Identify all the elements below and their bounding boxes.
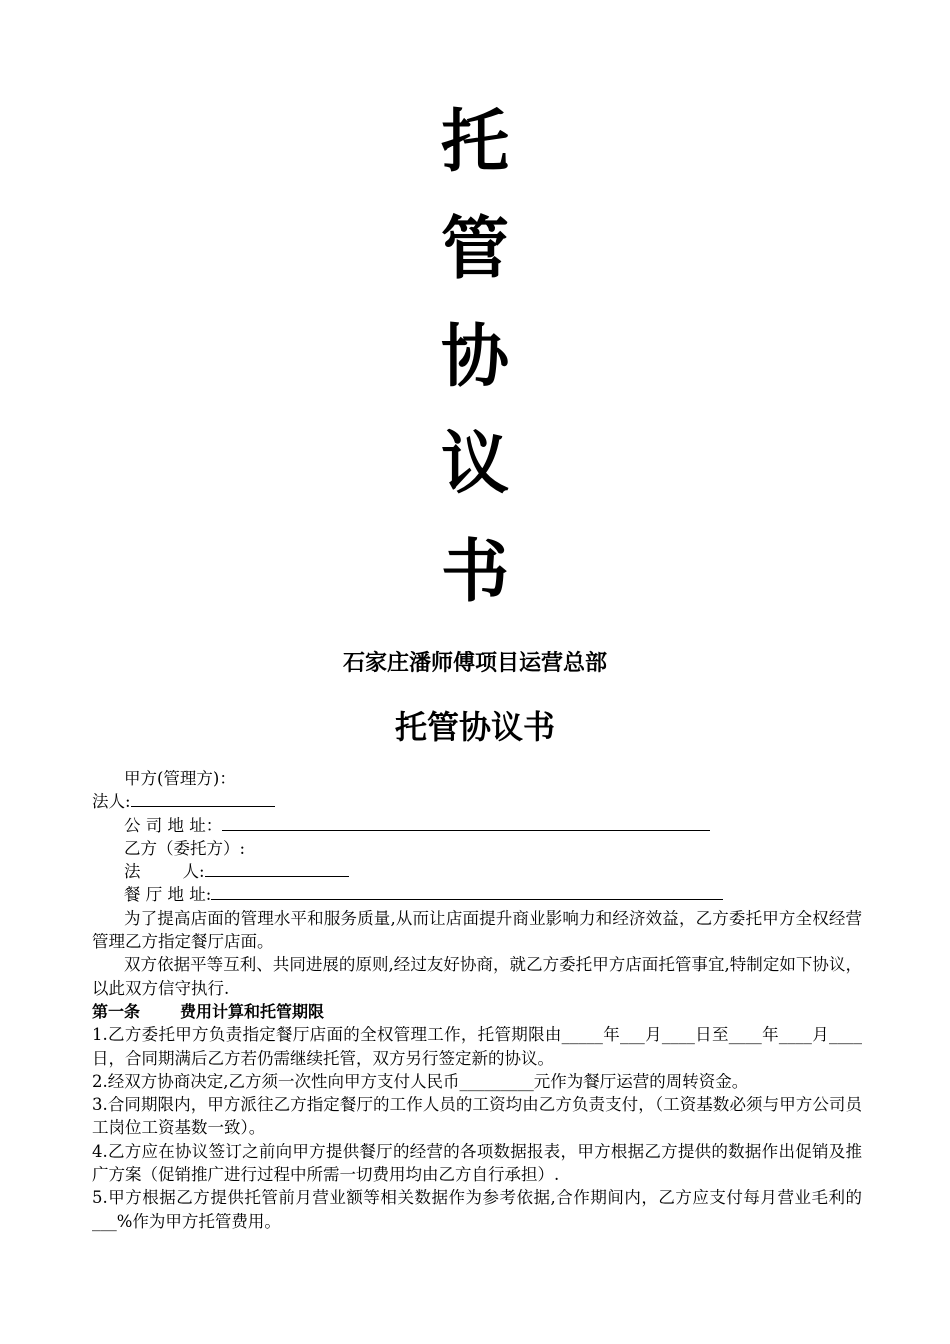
article-1-title: 费用计算和托管期限 [180, 1001, 325, 1021]
legal-person-b-label: 法 人: [124, 862, 205, 882]
company-address-line [92, 814, 862, 837]
legal-person-b-blank[interactable] [205, 860, 349, 877]
legal-person-a-line [92, 790, 862, 813]
article-1-number: 第一条 [92, 1001, 141, 1021]
title-char-5: 书 [440, 533, 509, 612]
legal-person-a-blank[interactable] [131, 790, 275, 807]
intro-paragraph-2: 双方依据平等互利、共同进展的原则,经过友好协商，就乙方委托甲方店面托管事宜,特制定如下协议，以此双方信守执行. [92, 955, 862, 998]
restaurant-address-label: 餐 厅 地 址: [124, 885, 212, 905]
restaurant-address-line [92, 883, 862, 906]
document-body [92, 767, 862, 1233]
article-1-item-4: 4.乙方应在协议签订之前向甲方提供餐厅的经营的各项数据报表，甲方根据乙方提供的数据作出促销及推广方案（促销推广进行过程中所需一切费用均由乙方自行承担）. [92, 1141, 862, 1185]
party-a-line [92, 767, 862, 790]
title-char-2: 管 [440, 210, 509, 289]
party-a-label: 甲方(管理方)： [124, 769, 236, 788]
restaurant-address-blank[interactable] [211, 883, 723, 900]
article-1-item-3: 3.合同期限内，甲方派往乙方指定餐厅的工作人员的工资均由乙方负责支付，（工资基数必须与甲方公司员工岗位工资基数一致）。 [92, 1095, 862, 1138]
article-1-item-5: 5.甲方根据乙方提供托管前月营业额等相关数据作为参考依据,合作期间内，乙方应支付每月营业毛利的___%作为甲方托管费用。 [92, 1188, 862, 1231]
title-char-1: 托 [440, 103, 509, 182]
article-1-heading [92, 1000, 862, 1023]
party-b-label: 乙方（委托方）: [124, 838, 246, 858]
intro-paragraph-1: 为了提高店面的管理水平和服务质量,从而让店面提升商业影响力和经济效益，乙方委托甲方全权经营管理乙方指定餐厅店面。 [92, 908, 862, 952]
party-b-line [92, 837, 862, 860]
title-char-4: 议 [440, 425, 509, 504]
article-1-item-2: 2.经双方协商决定,乙方须一次性向甲方支付人民币_________元作为餐厅运营的周转资金。 [92, 1071, 749, 1091]
organization-name: 石家庄潘师傅项目运营总部 [342, 651, 607, 676]
document-subtitle: 托管协议书 [394, 708, 555, 746]
legal-person-a-label: 法人: [92, 792, 131, 812]
article-1-item-1: 1.乙方委托甲方负责指定餐厅店面的全权管理工作，托管期限由_____年___月____日至____年____月____日，合同期满后乙方若仍需继续托管，双方另行签定新的协议。 [92, 1025, 862, 1068]
company-address-blank[interactable] [222, 814, 710, 831]
company-address-label: 公 司 地 址： [124, 815, 223, 835]
title-char-3: 协 [440, 318, 509, 397]
legal-person-b-line [92, 860, 862, 883]
